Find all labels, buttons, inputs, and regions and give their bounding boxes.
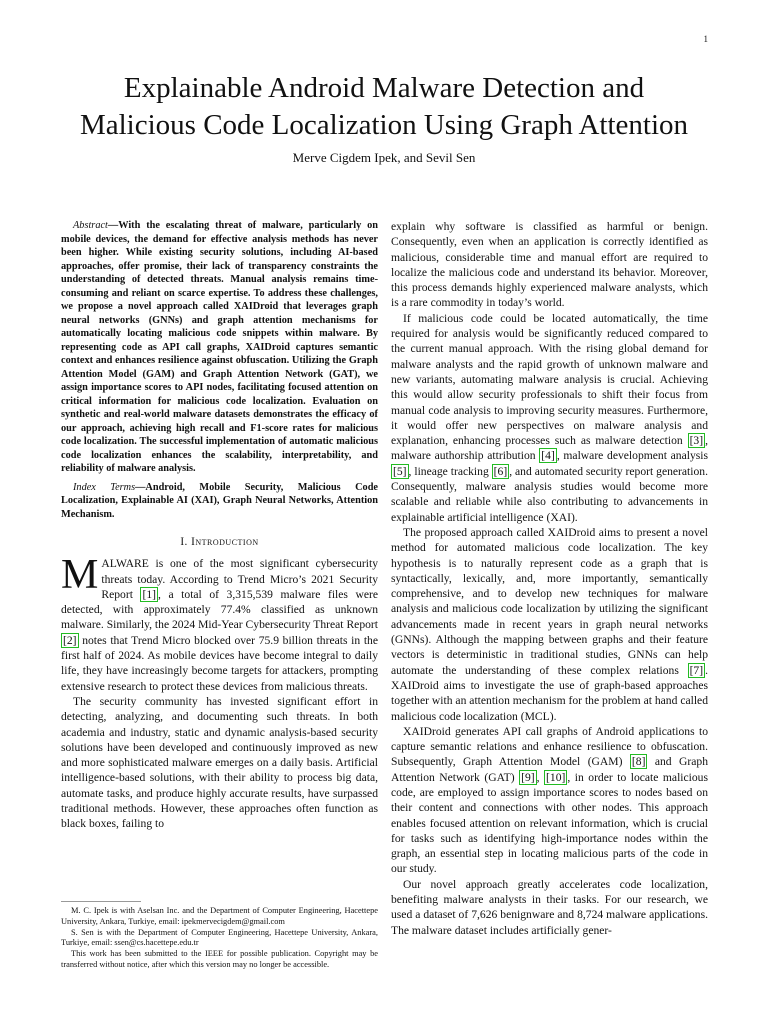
index-terms	[61, 481, 378, 522]
drop-cap: M	[61, 552, 99, 599]
body-paragraph	[391, 311, 708, 525]
body-text: , and automated security report generation. Consequently, malware analysis studies would become more scalable and reliable while also contributing to advancements in explainable artificial intelligence (XAI).	[391, 464, 708, 524]
body-text: , malware development analysis	[556, 449, 708, 463]
body-text: XAIDroid generates API call graphs of Android applications to capture semantic relations and enhance resilience to obfuscation. Subsequently, Graph Attention Model (GAM)	[391, 724, 708, 769]
abstract	[61, 219, 378, 476]
authors: Merve Cigdem Ipek, and Sevil Sen	[292, 150, 476, 165]
intro-text: notes that Trend Micro blocked over 75.9 billion threats in the first half of 2024. As mobile devices have become integral to daily life, they have increasingly become targets for attackers, prompting extensive research to protect these devices from malicious threats.	[61, 633, 378, 693]
abstract-label: Abstract	[73, 220, 108, 231]
index-terms-text: —Android, Mobile Security, Malicious Code Localization, Explainable AI (XAI), Graph Neural Networks, Attention Mechanism.	[61, 481, 378, 520]
body-text: , in order to locate malicious code, are employed to assign importance scores to nodes based on their content and connections with other nodes. This approach enables focused attention on relevant information, which is crucial for tasks such as identifying high-importance nodes within the graph, an essential step in locating malicious parts of the code in our study.	[391, 770, 708, 876]
body-paragraph	[391, 525, 708, 724]
section-title: Introduction	[191, 536, 259, 548]
citation-link[interactable]: [3]	[689, 434, 704, 448]
body-text: If malicious code could be located automatically, the time required for analysis would be significantly reduced compared to the current manual approach. With the rising global demand for malware analysts and the rapid growth of unknown malware and new variants, automating malware analysis is crucial. Achieving this would allow security professionals to shift their focus from manual code analysis to improving security measures. Furthermore, it would offer new perspectives on malware analysis and explanation, enhancing processes such as malware detection	[391, 311, 708, 448]
citation-link[interactable]: [5]	[393, 464, 407, 478]
citation-link[interactable]: [9]	[521, 770, 535, 784]
intro-paragraph-1	[61, 552, 379, 694]
body-text: and Graph Attention Network (GAT)	[391, 755, 708, 784]
body-paragraph: Our novel approach greatly accelerates code localization, benefiting malware analysts in their tasks. For our research, we used a dataset of 7,626 benignware and 8,724 malware applications. The malware dataset includes artificially gener-	[391, 877, 708, 937]
citation-link[interactable]: [4]	[541, 449, 555, 463]
body-paragraph: explain why software is classified as harmful or benign. Consequently, even when an application is correctly identified as malicious, considerable time and manual effort are required to localize the malicious code and understand its behavior. Moreover, this process demands highly experienced malware analysts, which is a rare commodity in today’s world.	[391, 220, 708, 310]
page-number: 1	[703, 34, 708, 44]
footnote-rule	[61, 901, 141, 902]
body-text: ,	[536, 770, 545, 784]
body-text: The proposed approach called XAIDroid aims to present a novel method for automated malicious code localization. The key hypothesis is to naturally represent code as a graph that is syntactically, lexically, and, more importantly, semantically comprehensive, and to develop new techniques for malware analysis and malicious code localization by utilizing the significant advancements made in recent years in graph neural networks (GNNs). Although the mapping between graphs and their feature vectors is deterministic in traditional studies, GNNs can help automate the understanding of these complex relations	[391, 525, 708, 677]
citation-link[interactable]: [10]	[546, 770, 566, 784]
abstract-text: —With the escalating threat of malware, particularly on mobile devices, the demand for effective analysis methods has never been higher. While existing security solutions, including AI-based approaches, offer promise, their lack of transparency constraints the understanding of detected threats. Manual analysis remains time-consuming and reliant on scarce expertise. To address these challenges, we propose a novel approach called XAIDroid that leverages graph neural networks (GNNs) and graph attention mechanisms for automatically locating malicious code snippets within malware. By representing code as API call graphs, XAIDroid captures semantic context and enhances resilience against obfuscation. Utilizing the Graph Attention Model (GAM) and Graph Attention Network (GAT), we assign importance scores to API nodes, facilitating focused attention on critical information for malicious code localization. Evaluation on synthetic and real-world malware datasets demonstrates the efficacy of our approach, achieving high recall and F1-score rates for malicious code localization. The successful implementation of automatic malicious code localization enhances the scalability, interpretability, and reliability of malware analysis.	[61, 220, 378, 474]
section-number: I.	[180, 536, 188, 548]
footnote: S. Sen is with the Department of Computer Engineering, Hacettepe University, Ankara, Turkiye, email: ssen@cs.hacettepe.edu.tr	[61, 927, 378, 948]
citation-link[interactable]: [2]	[63, 633, 77, 647]
intro-text: , a total of 3,315,539 malware files were detected, with approximately 77.4% classified as unknown malware. Similarly, the 2024 Mid-Year Cybersecurity Threat Report	[61, 587, 379, 632]
intro-paragraph-2: The security community has invested significant effort in detecting, analyzing, and documenting such threats. In both academia and industry, static and dynamic analysis-based security solutions have been developed and continuously improved as new and more sophisticated malware emerges on a daily basis. Artificial intelligence-based solutions, with their ability to process big data, automate tasks, and produce highly accurate results, have surpassed traditional methods. However, these approaches often function as black boxes, failing to	[61, 694, 378, 831]
citation-link[interactable]: [6]	[493, 464, 508, 478]
section-heading	[61, 535, 378, 550]
title-line-1: Explainable Android Malware Detection and	[123, 72, 645, 104]
right-column	[391, 219, 708, 938]
index-terms-label: Index Terms	[73, 481, 136, 493]
body-text: . XAIDroid aims to investigate the use of graph-based approaches together with an attention mechanism for the problem at hand called malicious code localization (MCL).	[391, 663, 708, 723]
left-column	[61, 219, 378, 832]
body-text: , malware authorship attribution	[391, 434, 708, 463]
title-line-2: Malicious Code Localization Using Graph Attention	[79, 109, 689, 141]
footnote: This work has been submitted to the IEEE for possible publication. Copyright may be transferred without notice, after which this version may no longer be accessible.	[61, 949, 378, 969]
citation-link[interactable]: [8]	[631, 755, 646, 769]
footnote: M. C. Ipek is with Aselsan Inc. and the Department of Computer Engineering, Hacettepe University, Ankara, Turkiye, email: ipekmervecigdem@gmail.com	[61, 906, 378, 926]
body-text: , lineage tracking	[408, 464, 492, 478]
footnotes	[61, 906, 378, 971]
paper-title	[40, 70, 728, 144]
body-paragraph	[391, 724, 708, 877]
intro-text: ALWARE is one of the most significant cybersecurity threats today. According to Trend Micro’s 2021 Security Report	[101, 557, 378, 601]
citation-link[interactable]: [1]	[142, 587, 157, 601]
citation-link[interactable]: [7]	[689, 663, 704, 677]
